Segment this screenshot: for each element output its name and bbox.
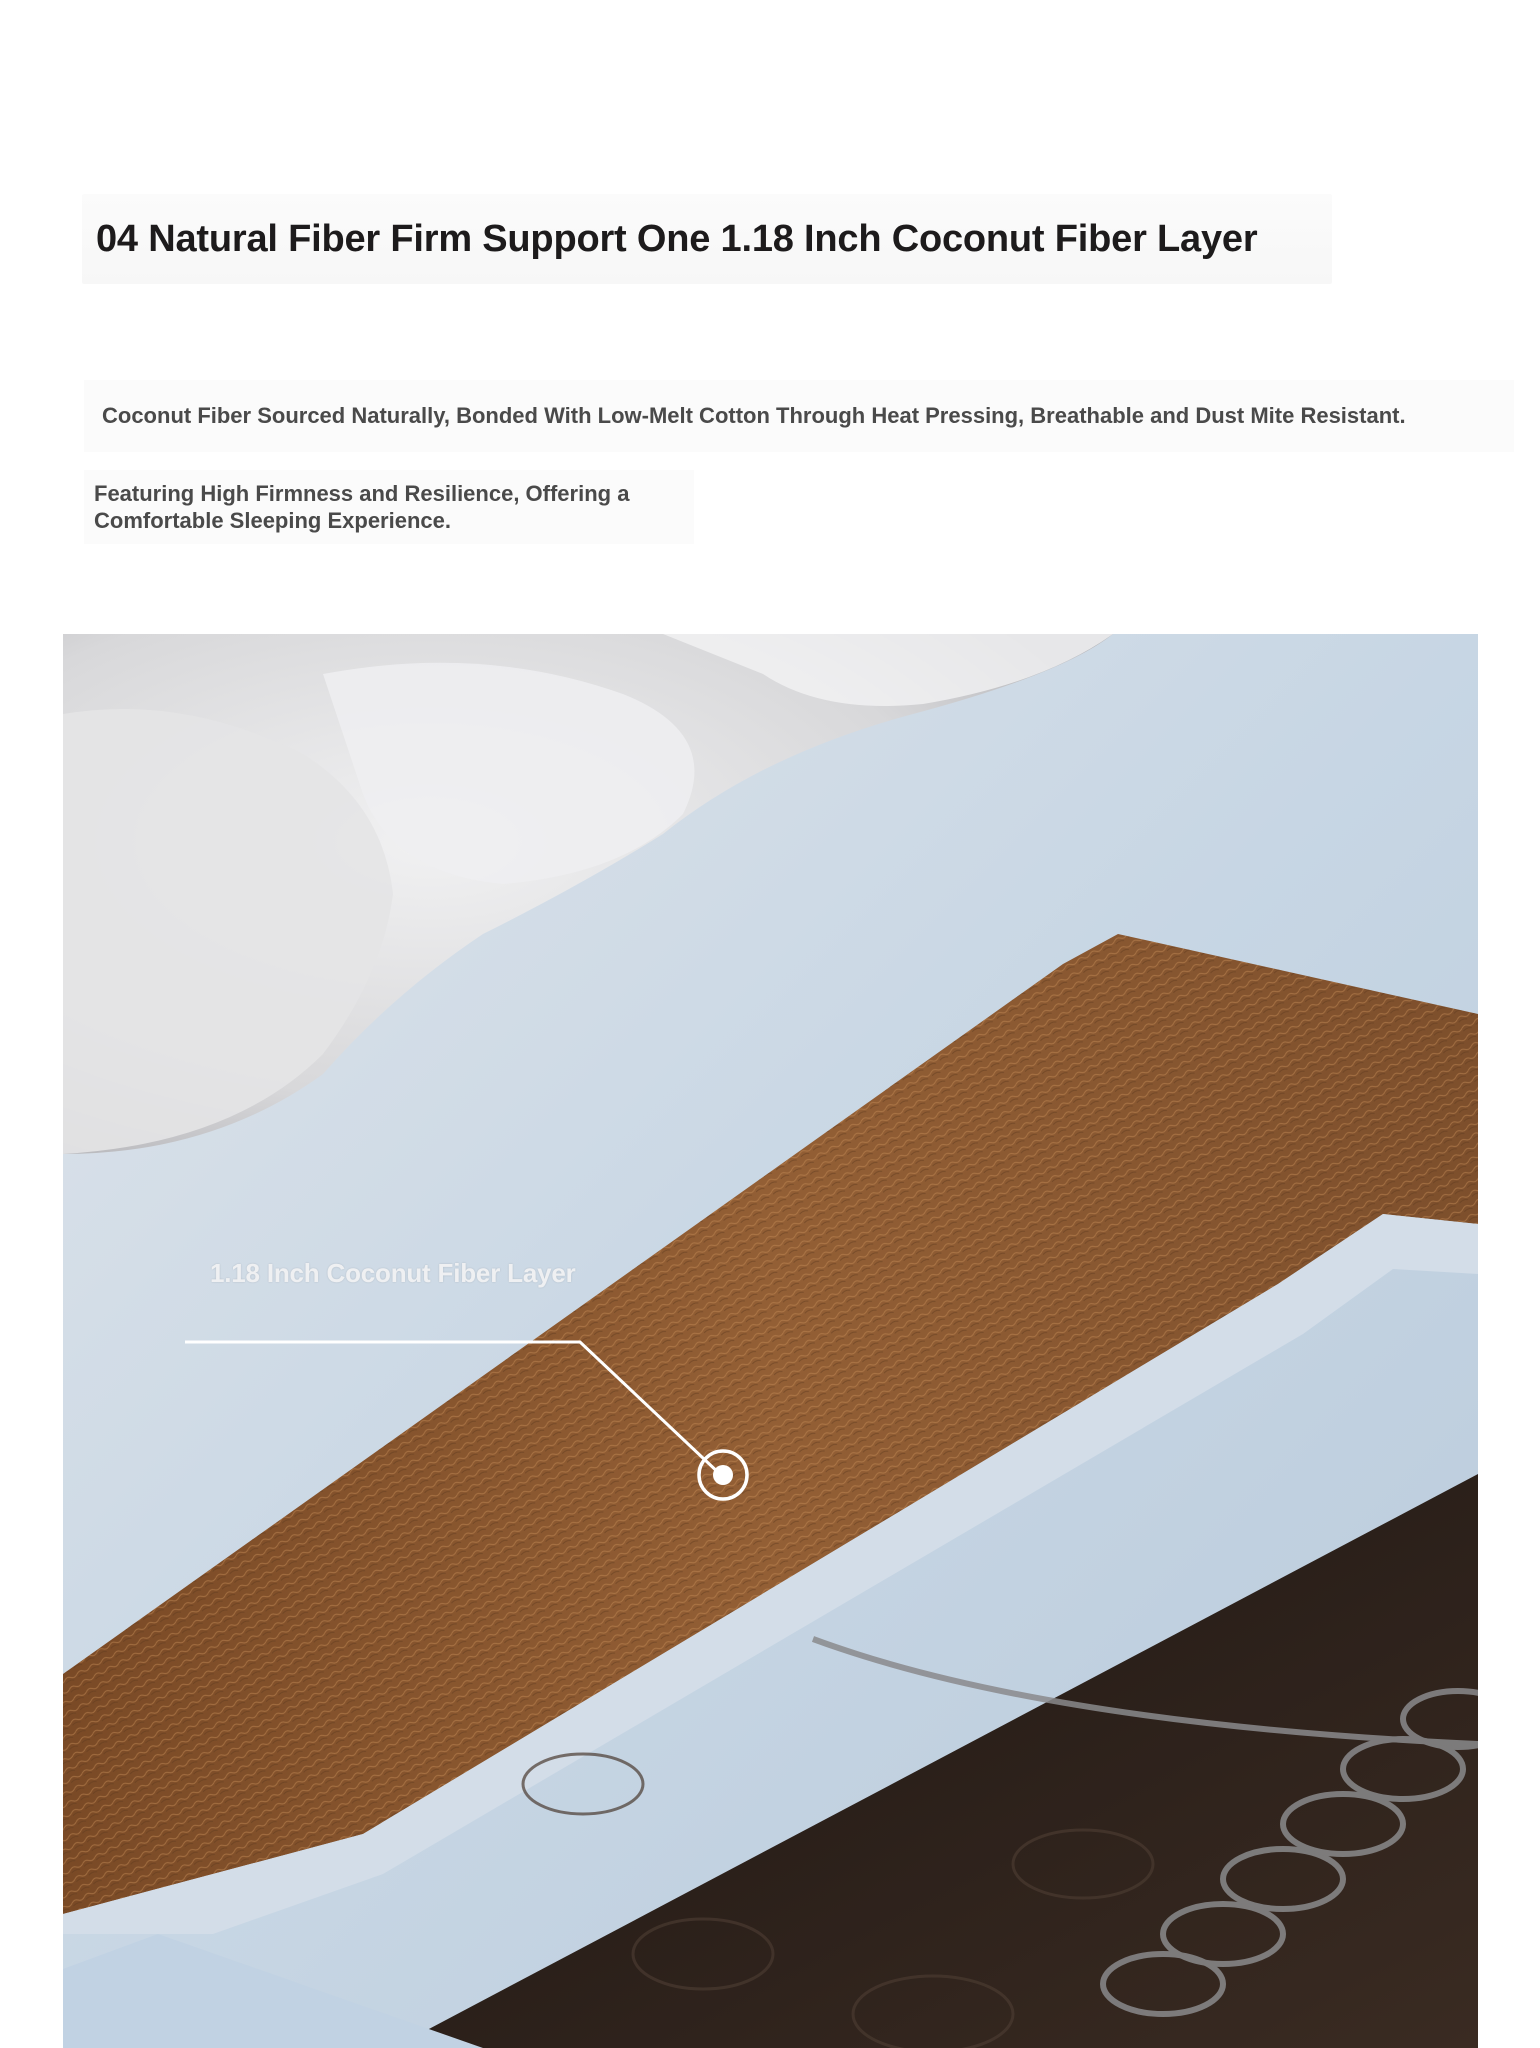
mattress-illustration [63,634,1478,2048]
mattress-cross-section-photo [63,634,1478,2048]
page-title: 04 Natural Fiber Firm Support One 1.18 Inch Coconut Fiber Layer [96,218,1258,260]
description-line-1: Coconut Fiber Sourced Naturally, Bonded With Low-Melt Cotton Through Heat Pressing, Breathable and Dust Mite Resistant. [102,403,1406,428]
description-banner-2 [84,470,694,544]
callout-label: 1.18 Inch Coconut Fiber Layer [210,1258,576,1288]
description-line-2a: Featuring High Firmness and Resilience, Offering a [94,481,630,506]
description-line-2b: Comfortable Sleeping Experience. [94,508,451,533]
description-banner-1 [84,380,1514,452]
headline-banner [82,194,1332,284]
